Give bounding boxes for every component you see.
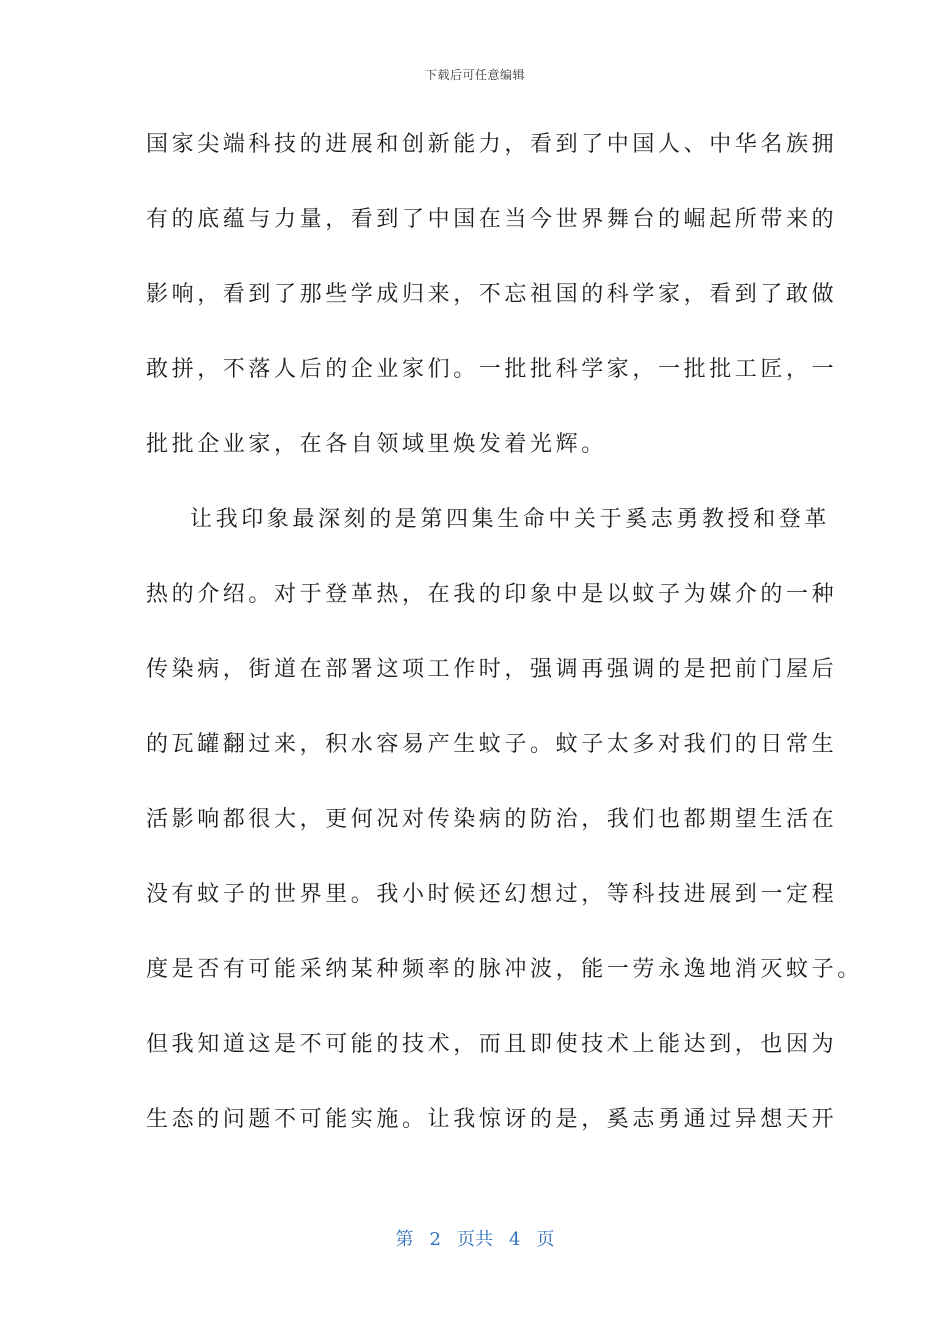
text-line: 敢拼，不落人后的企业家们。一批批科学家，一批批工匠，一 (146, 357, 838, 382)
text-line: 影响，看到了那些学成归来，不忘祖国的科学家，看到了敢做 (146, 282, 838, 307)
text-line: 传染病，街道在部署这项工作时，强调再强调的是把前门屋后 (146, 657, 838, 682)
page-current: 2 (429, 1229, 441, 1250)
page-footer (0, 1225, 950, 1251)
text-line: 有的底蕴与力量，看到了中国在当今世界舞台的崛起所带来的 (146, 207, 838, 232)
text-line: 热的介绍。对于登革热，在我的印象中是以蚊子为媒介的一种 (146, 582, 838, 607)
text-line: 活影响都很大，更何况对传染病的防治，我们也都期望生活在 (146, 807, 838, 832)
text-line: 度是否有可能采纳某种频率的脉冲波，能一劳永逸地消灭蚊子。 (146, 957, 863, 982)
page-label-suffix: 页 (536, 1229, 555, 1250)
text-line: 的瓦罐翻过来，积水容易产生蚊子。蚊子太多对我们的日常生 (146, 732, 838, 757)
page-header: 下载后可任意编辑 (424, 68, 525, 82)
text-line: 批批企业家，在各自领域里焕发着光辉。 (146, 432, 607, 457)
page-label-mid: 页共 (457, 1229, 493, 1250)
paragraph-start-line: 让我印象最深刻的是第四集生命中关于奚志勇教授和登革 (190, 507, 831, 532)
text-line: 没有蚊子的世界里。我小时候还幻想过，等科技进展到一定程 (146, 882, 838, 907)
text-line: 国家尖端科技的进展和创新能力，看到了中国人、中华名族拥 (146, 132, 838, 157)
text-line: 生态的问题不可能实施。让我惊讶的是，奚志勇通过异想天开 (146, 1107, 838, 1132)
page-label-prefix: 第 (395, 1229, 414, 1250)
text-line: 但我知道这是不可能的技术，而且即使技术上能达到，也因为 (146, 1032, 838, 1057)
page-total: 4 (509, 1229, 521, 1250)
